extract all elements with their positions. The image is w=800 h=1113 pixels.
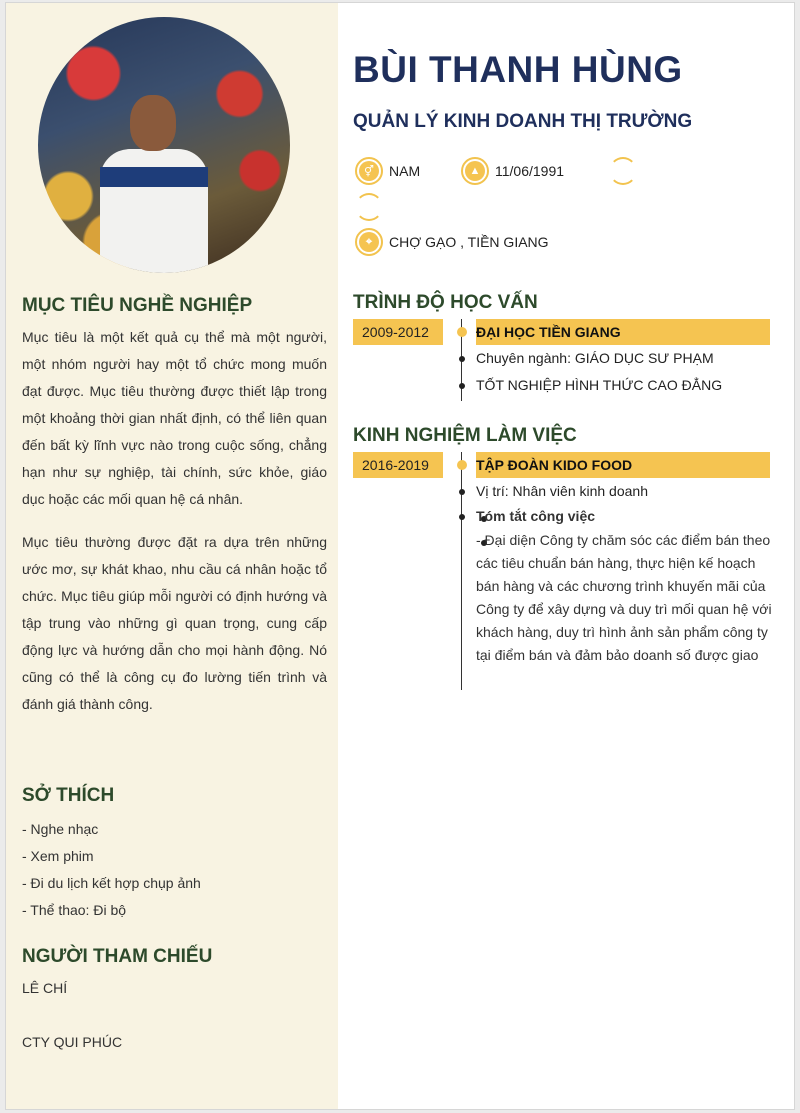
timeline-bullet: [459, 383, 465, 389]
timeline-dot: [457, 460, 467, 470]
hobbies-list: [22, 819, 201, 927]
hobby-item: - Nghe nhạc: [22, 821, 99, 837]
timeline-dot: [457, 327, 467, 337]
education-school: ĐẠI HỌC TIỀN GIANG: [476, 319, 770, 345]
timeline-bullet: [459, 356, 465, 362]
gender-icon: ⚥: [355, 157, 383, 185]
objective-paragraph-2: Mục tiêu thường được đặt ra dựa trên những ước mơ, sự khát khao, nhu cầu cá nhân hoặc tổ chức. Mục tiêu giúp mỗi người có định hướng và tập trung vào những gì quan trọng, cung cấp động lực và hướng dẫn cho mọi hành động. Nó cũng có thể là công cụ đo lường tiến trình và đánh giá thành công.: [22, 534, 327, 712]
map-icon: ⌖: [355, 228, 383, 256]
photo-person-head: [130, 95, 176, 151]
empty-info-icon: [355, 193, 383, 221]
sidebar: [6, 3, 338, 1109]
profile-photo: [38, 17, 290, 273]
hobby-item: - Thể thao: Đi bộ: [22, 902, 127, 918]
hobby-item: - Xem phim: [22, 848, 94, 864]
empty-info-icon: [609, 157, 637, 185]
address-info: [355, 228, 549, 256]
cv-page: [5, 2, 795, 1110]
hobby-item: - Đi du lịch kết hợp chụp ảnh: [22, 875, 201, 891]
experience-position: Vị trí: Nhân viên kinh doanh: [476, 483, 648, 499]
address-value: CHỢ GẠO , TIỀN GIANG: [389, 234, 549, 250]
timeline-bullet: [459, 514, 465, 520]
timeline-bullet: [459, 489, 465, 495]
objective-heading: MỤC TIÊU NGHỀ NGHIỆP: [22, 295, 253, 316]
hobbies-heading: SỞ THÍCH: [22, 785, 115, 806]
birthday-info: [461, 157, 564, 185]
cake-icon: ▲: [461, 157, 489, 185]
gender-value: NAM: [389, 163, 421, 179]
experience-summary-label: Tóm tắt công việc: [476, 508, 596, 524]
experience-period: 2016-2019: [353, 452, 443, 478]
candidate-name: BÙI THANH HÙNG: [353, 49, 683, 90]
birthday-value: 11/06/1991: [495, 163, 565, 179]
photo-shirt-stripe: [100, 167, 208, 187]
gender-info: [355, 157, 420, 185]
objective-paragraph-1: Mục tiêu là một kết quả cụ thể mà một người, một nhóm người hay một tổ chức mong muốn đạt được. Mục tiêu thường được thiết lập trong một khoảng thời gian nhất định, có thể liên quan đến bất kỳ lĩnh vực nào trong cuộc sống, chẳng hạn như sự nghiệp, tài chính, sức khỏe, giáo dục hoặc các mối quan hệ cá nhân.: [22, 329, 327, 507]
education-period: 2009-2012: [353, 319, 443, 345]
education-major: Chuyên ngành: GIÁO DỤC SƯ PHẠM: [476, 350, 714, 366]
candidate-title: QUẢN LÝ KINH DOANH THỊ TRƯỜNG: [353, 111, 693, 132]
experience-heading: KINH NGHIỆM LÀM VIỆC: [353, 425, 577, 446]
reference-name: LÊ CHÍ: [22, 980, 68, 996]
experience-summary: - Đại diện Công ty chăm sóc các điểm bán theo các tiêu chuẩn bán hàng, thực hiện kế hoạch bán hàng và các chương trình khuyến mãi của Công ty để xây dựng và duy trì mối quan hệ với khách hàng, duy trì hình ảnh sản phẩm công ty tại điểm bán và đảm bảo doanh số được giao: [476, 532, 772, 663]
experience-company: TẬP ĐOÀN KIDO FOOD: [476, 452, 770, 478]
reference-company: CTY QUI PHÚC: [22, 1034, 123, 1050]
education-heading: TRÌNH ĐỘ HỌC VẤN: [353, 292, 538, 313]
experience-timeline: [461, 452, 462, 690]
references-heading: NGƯỜI THAM CHIẾU: [22, 946, 213, 967]
education-degree: TỐT NGHIỆP HÌNH THỨC CAO ĐẲNG: [476, 377, 723, 393]
